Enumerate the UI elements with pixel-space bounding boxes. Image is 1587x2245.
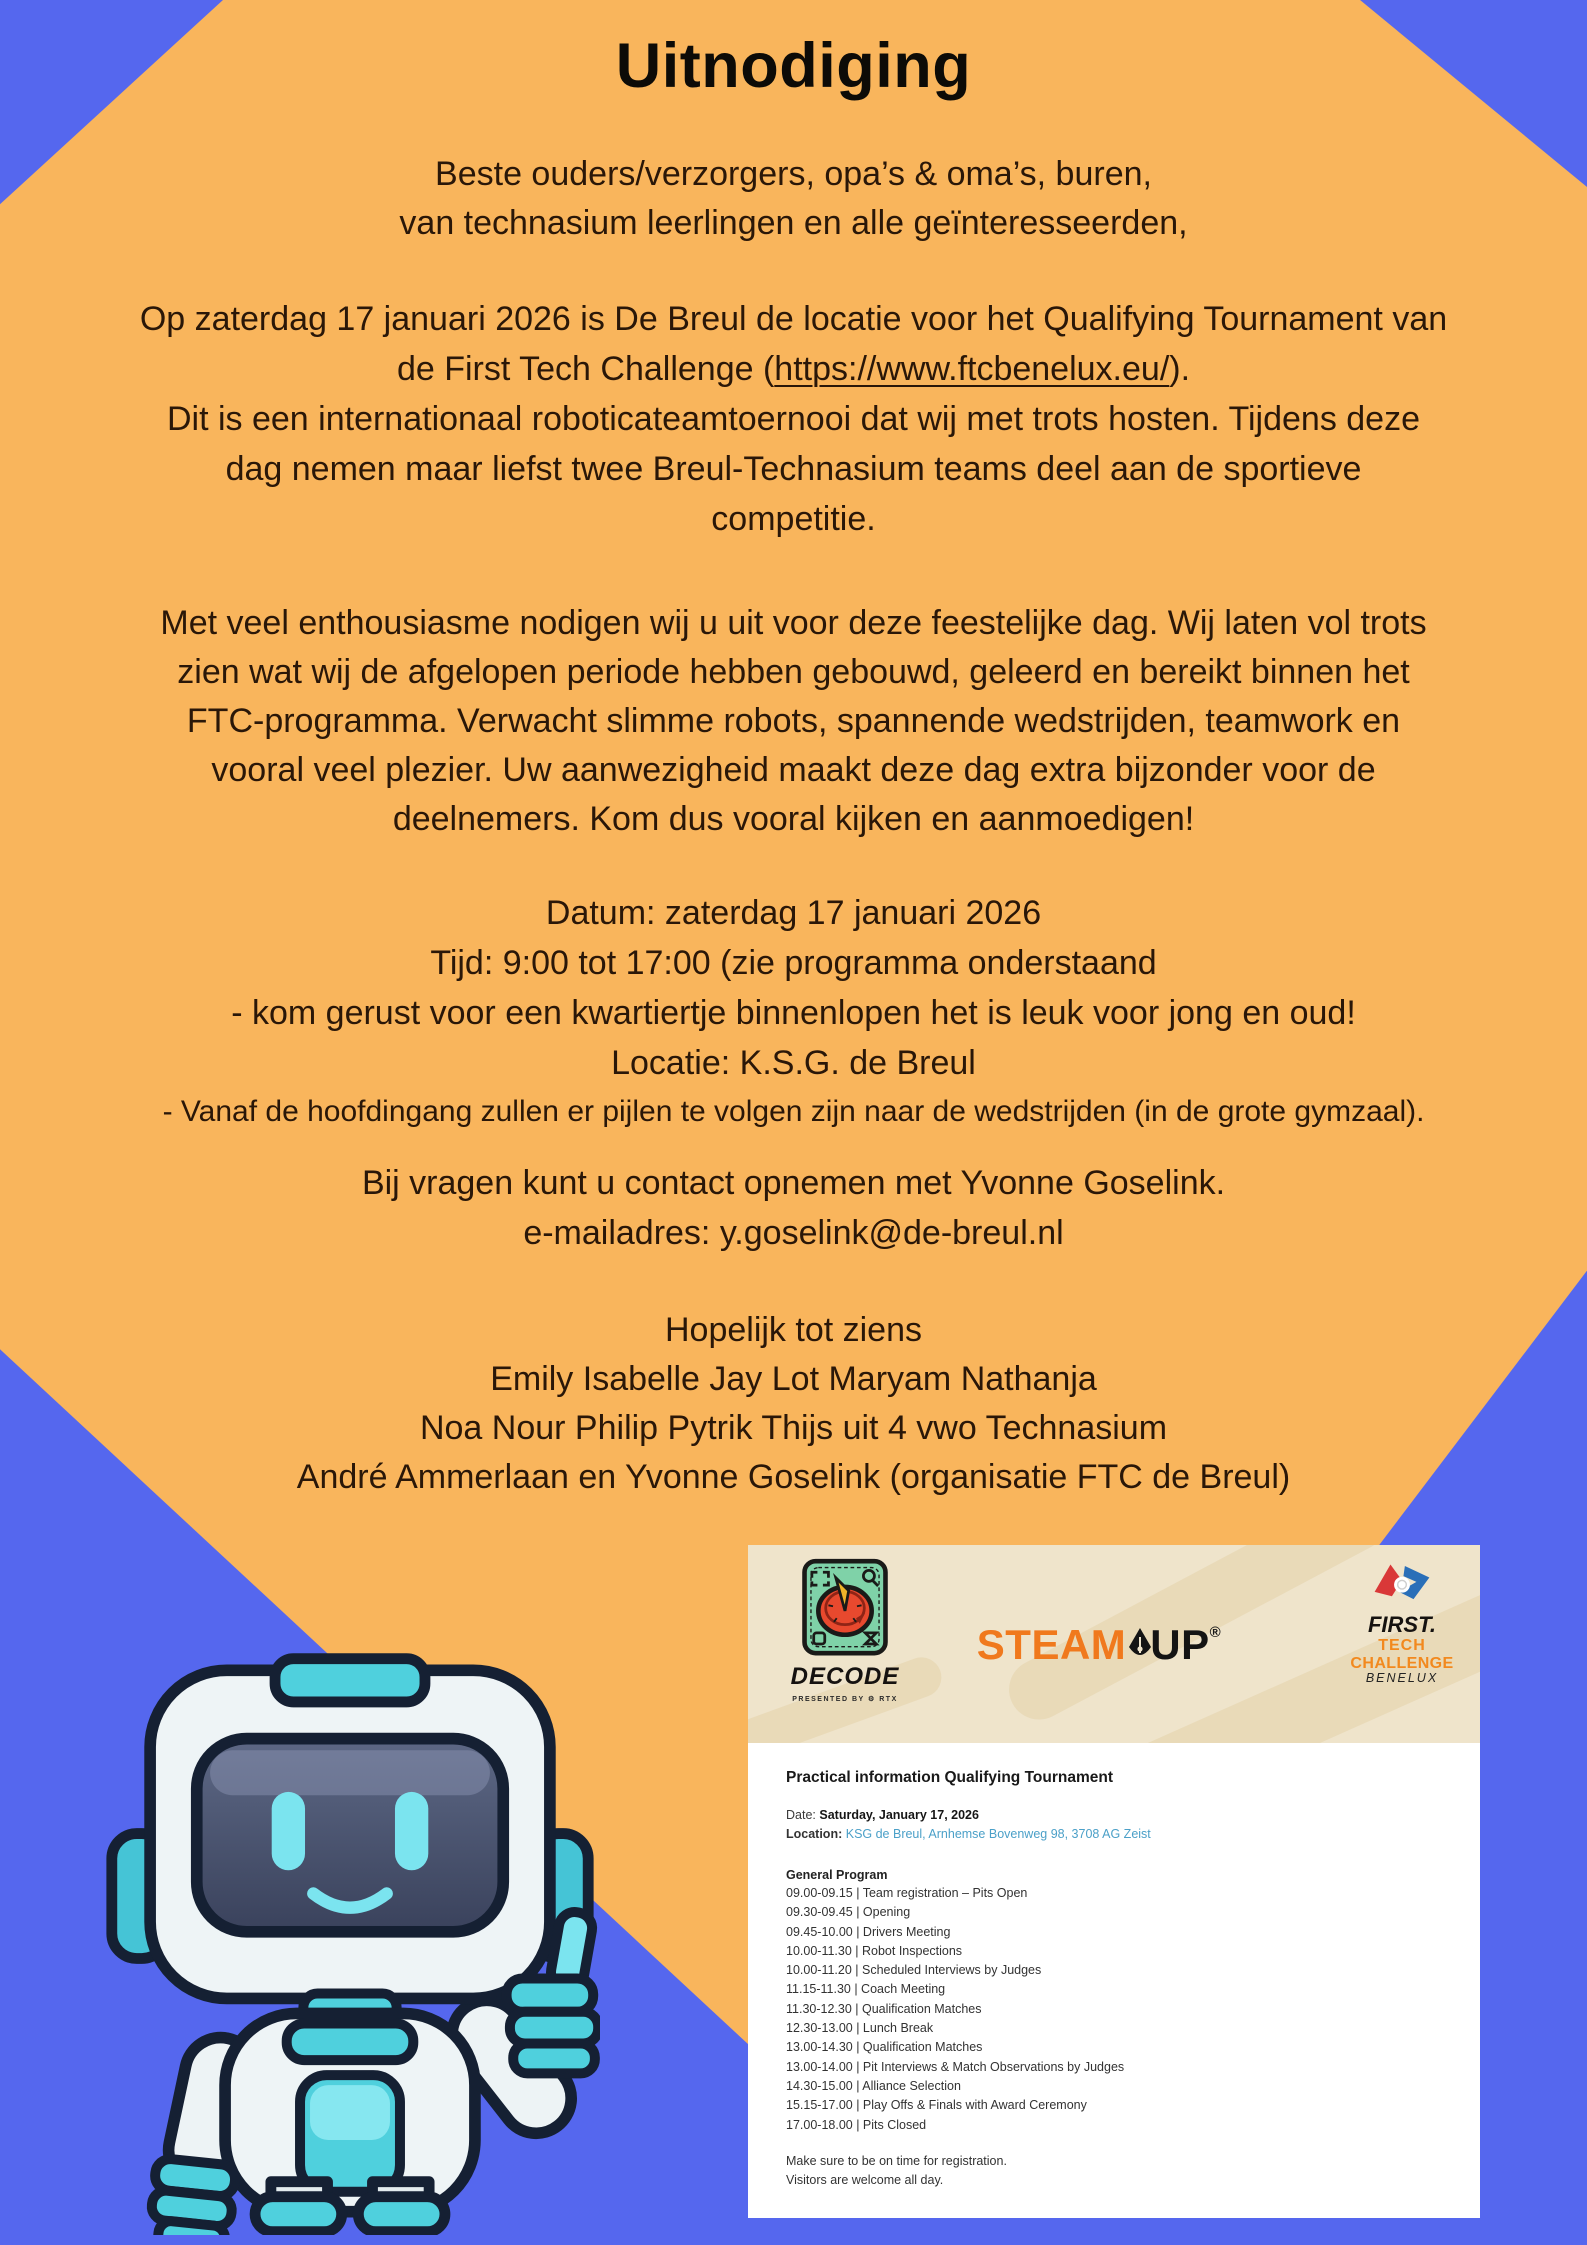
event-link-line — [0, 344, 1587, 394]
link-prefix: de First Tech Challenge ( — [396, 350, 775, 388]
program-item: 10.00-11.30 | Robot Inspections — [786, 1943, 963, 1958]
detail-dropin: - kom gerust voor een kwartiertje binnenlopen het is leuk voor jong en oud! — [231, 994, 1356, 1032]
steam-wordmark: STEAM — [976, 1621, 1127, 1668]
closing-line: André Ammerlaan en Yvonne Goselink (organisatie FTC de Breul) — [296, 1458, 1291, 1496]
location-label: Location: — [786, 1827, 843, 1841]
page-title: Uitnodiging — [615, 31, 972, 101]
date-value: Saturday, January 17, 2026 — [819, 1808, 979, 1822]
contact-email: e-mailadres: y.goselink@de-breul.nl — [523, 1214, 1064, 1252]
robot-foot-right — [358, 2197, 445, 2232]
closing-line: Emily Isabelle Jay Lot Maryam Nathanja — [490, 1360, 1097, 1398]
event-line: dag nemen maar liefst twee Breul-Technasium teams deel aan de sportieve — [225, 450, 1362, 488]
first-tech-challenge-logo — [1338, 1557, 1466, 1686]
closing-signatures — [0, 1306, 1587, 1502]
program-item: 13.00-14.30 | Qualification Matches — [786, 2040, 983, 2055]
contact-info — [0, 1158, 1587, 1258]
decode-logo — [770, 1557, 920, 1703]
program-item: 09.30-09.45 | Opening — [786, 1905, 911, 1920]
location-value: KSG de Breul, Arnhemse Bovenweg 98, 3708 AG Zeist — [845, 1827, 1151, 1841]
tech-wordmark: TECH — [1378, 1637, 1426, 1655]
robot-mascot-illustration — [100, 1652, 600, 2235]
event-description — [0, 294, 1587, 544]
event-line: Dit is een internationaal roboticateamtoernooi dat wij met trots hosten. Tijdens deze — [166, 400, 1421, 438]
event-line: competitie. — [711, 500, 876, 538]
contact-line: Bij vragen kunt u contact opnemen met Yvonne Goselink. — [361, 1164, 1226, 1202]
document-location — [786, 1827, 1452, 1841]
program-item: 09.45-10.00 | Drivers Meeting — [786, 1924, 951, 1939]
note-line: Make sure to be on time for registration. — [786, 2153, 1007, 2168]
program-title: General Program — [786, 1868, 888, 1882]
document-notes — [786, 2152, 1452, 2191]
robot-eye-left — [272, 1792, 305, 1870]
pen-nib-icon — [1128, 1627, 1152, 1663]
first-logo-icon — [1366, 1557, 1438, 1611]
enthusiasm-paragraph — [0, 599, 1587, 844]
program-item: 09.00-09.15 | Team registration – Pits Open — [786, 1886, 1028, 1900]
detail-date: Datum: zaterdag 17 januari 2026 — [545, 894, 1042, 932]
enthusiasm-line: Met veel enthousiasme nodigen wij u uit voor deze feestelijke dag. Wij laten vol trots — [160, 604, 1427, 642]
ftc-benelux-link[interactable]: https://www.ftcbenelux.eu/ — [774, 350, 1170, 388]
detail-location: Locatie: K.S.G. de Breul — [611, 1044, 976, 1082]
robot-head-panel — [275, 1659, 425, 1702]
program-item: 17.00-18.00 | Pits Closed — [786, 2117, 927, 2132]
robot-collar — [287, 2023, 414, 2060]
first-wordmark: FIRST. — [1367, 1612, 1437, 1637]
intro-line: Beste ouders/verzorgers, opa’s & oma’s, buren, — [435, 155, 1152, 193]
event-line: Op zaterdag 17 januari 2026 is De Breul de locatie voor het Qualifying Tournament van — [139, 300, 1448, 338]
closing-line: Noa Nour Philip Pytrik Thijs uit 4 vwo Technasium — [419, 1409, 1168, 1447]
enthusiasm-line: deelnemers. Kom dus vooral kijken en aanmoedigen! — [392, 800, 1195, 838]
detail-wayfinding-note: - Vanaf de hoofdingang zullen er pijlen te volgen zijn naar de wedstrijden (in de grote gymzaal). — [162, 1095, 1425, 1128]
program-item: 12.30-13.00 | Lunch Break — [786, 2021, 934, 2036]
date-label: Date: — [786, 1808, 816, 1822]
steamup-logo — [918, 1621, 1280, 1669]
document-date — [786, 1808, 1452, 1822]
decode-presented-by: PRESENTED BY ⚙ RTX — [792, 1696, 898, 1703]
decode-compass-icon — [799, 1557, 891, 1661]
program-item: 11.15-11.30 | Coach Meeting — [786, 1982, 946, 1997]
intro-greeting — [0, 150, 1587, 248]
enthusiasm-line: FTC-programma. Verwacht slimme robots, spannende wedstrijden, teamwork en — [186, 702, 1401, 740]
up-wordmark: UP — [1150, 1621, 1210, 1668]
program-item: 13.00-14.00 | Pit Interviews & Match Observations by Judges — [786, 2059, 1125, 2074]
benelux-wordmark: BENELUX — [1365, 1671, 1439, 1686]
enthusiasm-line: zien wat wij de afgelopen periode hebben gebouwd, geleerd en bereikt binnen het — [177, 653, 1410, 691]
decode-wordmark: DECODE — [790, 1663, 900, 1690]
note-line: Visitors are welcome all day. — [786, 2173, 944, 2188]
program-schedule — [786, 1884, 1452, 2135]
closing-line: Hopelijk tot ziens — [664, 1311, 922, 1349]
robot-foot-left — [255, 2197, 342, 2232]
program-item: 15.15-17.00 | Play Offs & Finals with Award Ceremony — [786, 2098, 1087, 2113]
attached-program-document — [748, 1545, 1480, 2218]
challenge-wordmark: CHALLENGE — [1350, 1654, 1454, 1672]
intro-line: van technasium leerlingen en alle geïnteresseerden, — [399, 204, 1188, 242]
enthusiasm-line: vooral veel plezier. Uw aanwezigheid maakt deze dag extra bijzonder voor de — [211, 751, 1376, 789]
event-details — [0, 888, 1587, 1136]
program-item: 10.00-11.20 | Scheduled Interviews by Judges — [786, 1963, 1042, 1978]
detail-time: Tijd: 9:00 tot 17:00 (zie programma onderstaand — [430, 944, 1157, 982]
document-body — [748, 1743, 1480, 2190]
robot-eye-right — [395, 1792, 428, 1870]
sponsor-logo-banner — [748, 1545, 1480, 1743]
program-item: 11.30-12.30 | Qualification Matches — [786, 2001, 982, 2016]
robot-fist-right — [507, 1978, 594, 2011]
link-suffix: ). — [1169, 350, 1191, 388]
program-item: 14.30-15.00 | Alliance Selection — [786, 2078, 961, 2093]
document-heading: Practical information Qualifying Tournament — [786, 1769, 1113, 1786]
registered-mark: ® — [1209, 1624, 1222, 1641]
